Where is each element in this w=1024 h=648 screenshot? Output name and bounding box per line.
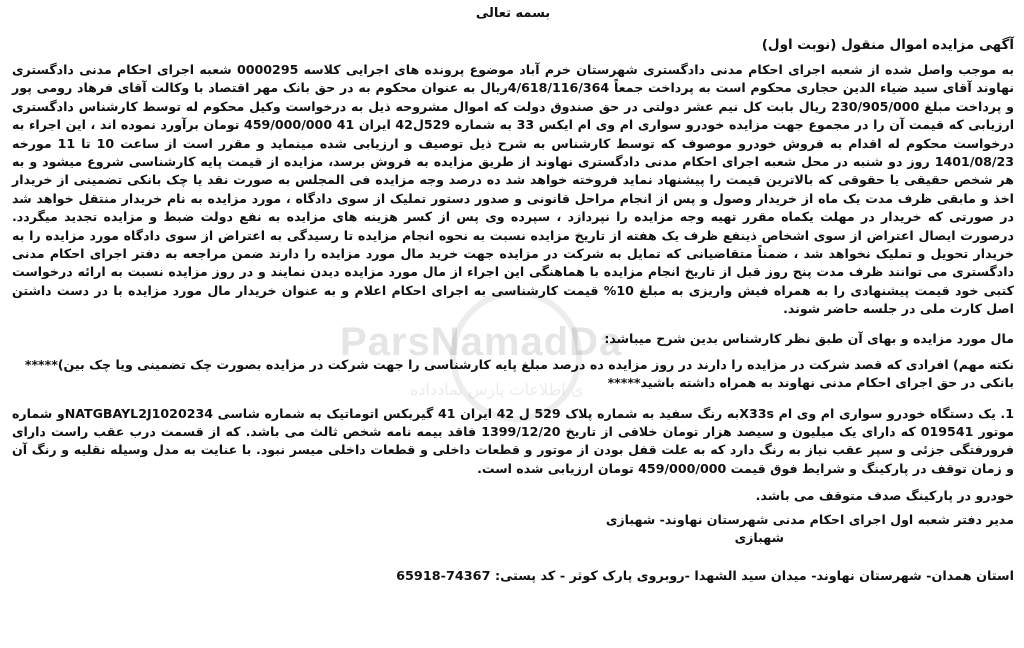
ad-title: آگهی مزایده اموال منقول (نوبت اول) — [761, 37, 1014, 53]
watermark-subtext: ی اطلاعات پارس نمادداده — [410, 380, 584, 399]
vehicle-item: 1. یک دستگاه خودرو سواری ام وی ام X33sبه رنگ سفید به شماره پلاک 529 ل 42 ایران 41 گیربکس اتوماتیک به شماره شاسی NATGBAYL2J1020234و شماره موتور 019541 که دارای یک میلیون و سیصد هزار تومان خلافی از تاریخ 1399/12/20 فاقد بیمه نامه شخص ثالث می باشد. که از قسمت درب عقب راست دارای فرورفتگی جزئی و سپر عقب نیاز به رنگ دارد که به علت قفل بودن از موتور و قطعات داخلی و قطعات داخلی میسر نبود. با عنایت به مدل وسیله نقلیه و رنگ آن و زمان توقف در پارکینگ و شرایط فوق قیمت 459/000/000 تومان ارزیابی شده است. — [12, 405, 1015, 476]
bismillah-header: بسمه تعالی — [475, 6, 551, 21]
signature-name: شهبازی — [734, 530, 784, 546]
parking-location: خودرو در پارکینگ صدف متوقف می باشد. — [755, 488, 1014, 504]
property-subheading: مال مورد مزایده و بهای آن طبق نظر کارشناس بدین شرح میباشد: — [604, 330, 1014, 346]
office-address: استان همدان- شهرستان نهاوند- میدان سید الشهدا -روبروی پارک کوثر - کد پستی: 74367-65918 — [396, 569, 1014, 585]
signature-title: مدیر دفتر شعبه اول اجرای احکام مدنی شهرستان نهاوند- شهبازی — [605, 512, 1014, 528]
important-note: نکته مهم) افرادی که قصد شرکت در مزایده را دارند در روز مزایده ده درصد مبلغ پایه کارشناسی را جهت شرکت در مزایده بصورت چک تضمینی ویا چک بین)***** بانکی در حق اجرای احکام مدنی نهاوند به همراه داشته باشید***** — [24, 356, 1014, 391]
signature-block — [12, 511, 1014, 547]
watermark-text: ParsNamadDa — [340, 320, 623, 364]
ad-body-paragraph: به موجب واصل شده از شعبه اجرای احکام مدنی دادگستری شهرستان خرم آباد موضوع پرونده های اجرایی کلاسه 0000295 شعبه اجرای احکام مدنی دادگستری نهاوند آقای سید ضیاء الدین حجاری محکوم است به پرداخت جمعاً 4/618/116/364ریال به عنوان محکوم به در حق بانک مهر اقتصاد با وکالت آقای فرهاد رومی پور و پرداخت مبلغ 230/905/000 ریال بابت کل نیم عشر دولتی در حق صندوق دولت که اموال مشروحه ذیل به درخواست وکیل محکوم له توسط کارشناس دادگستری ارزیابی که قیمت آن را در مجموع جهت مزایده خودرو سواری ام وی ام ایکس 33 به شماره 529ل42 ایران 41 459/000/000 تومان برآورد نموده اند ، این اجراء به درخواست محکوم له اقدام به فروش خودرو موصوف که توسط کارشناس به شرح ذیل توصیف و ارزیابی شده مینماید و مقرر است از ساعت 10 تا 11 مورخه 1401/08/23 روز دو شنبه در محل شعبه اجرای احکام مدنی دادگستری نهاوند از طریق مزایده به فروش برسد، مزایده از قیمت پایه کارشناسی شروع میشود و به هر شخص حقیقی یا حقوقی که بالاترین قیمت را پیشنهاد نماید فروخته خواهد شد ده درصد وجه مزایده فی المجلس به صورت نقد یا چک بانکی تضمینی از خریدار اخذ و مابقی ظرف مدت یک ماه از خریدار وصول و پس از انجام مراحل قانونی و صدور دستور تملیک از سوی دادگاه ، مورد مزایده به نام خریدار منتقل خواهد شد در صورتی که خریدار در مهلت یکماه مقرر تهیه وجه مزایده را نپردازد ، سپرده وی پس از کسر هزینه های مزایده به نفع دولت ضبط و مزایده تجدید میگردد. درصورت ایصال اعتراض از سوی اشخاص ذینفع ظرف یک هفته از تاریخ مزایده نسبت به نحوه انجام مزایده تا رسیدگی به اعتراض از سوی دادگاه مورد مزایده را به خریدار تحویل و تملیک نخواهد شد ، ضمناً متقاضیانی که تمایل به شرکت در مزایده جهت خرید مال مورد مزایده را دارند ضمن مراجعه به دفتر اجرای احکام مدنی دادگستری می توانند ظرف مدت پنج روز قبل از تاریخ انجام مزایده با هماهنگی این اجراء از مال مورد مزایده دیدن نمایند و در روز مزایده نسبت به ارائه درخواست کتبی خود قیمت پیشنهادی را به همراه فیش واریزی به مبلغ 10% قیمت کارشناسی به اجرای احکام اعلام و به عنوان خریدار مال مورد مزایده با در دست داشتن اصل کارت ملی در جلسه حاضر شوند. — [12, 62, 1015, 317]
